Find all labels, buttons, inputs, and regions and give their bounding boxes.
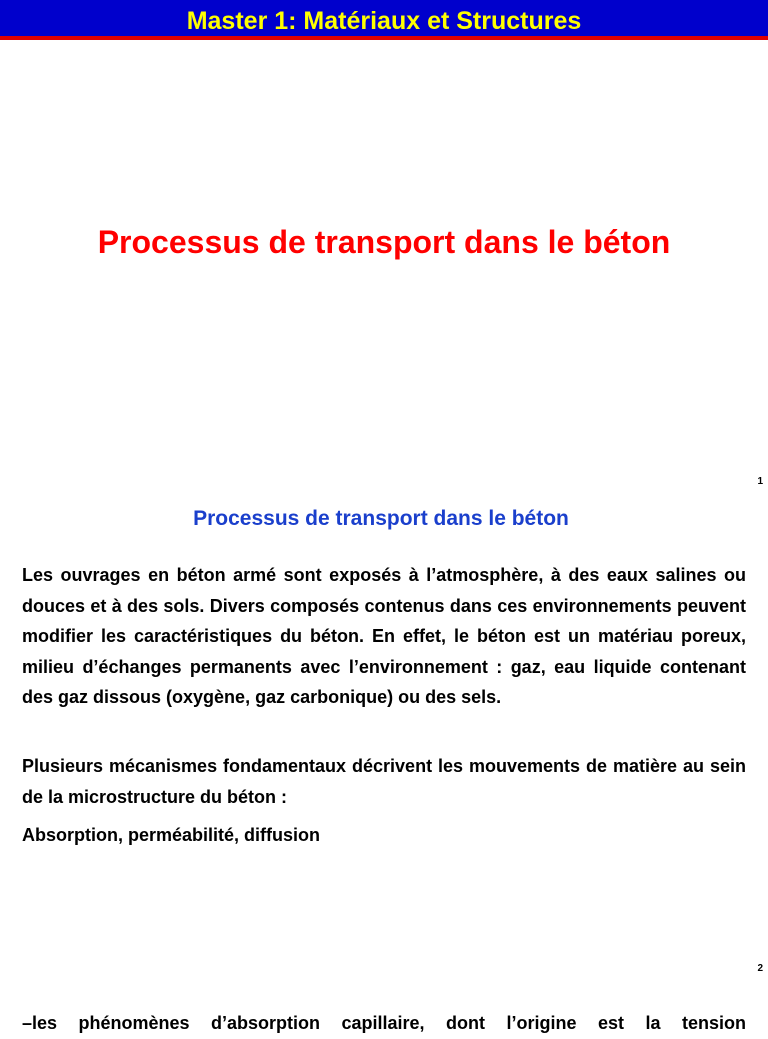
slide1-title: Processus de transport dans le béton [97,224,671,260]
slide3-partial-text: –les phénomènes d’absorption capillaire, dont l’origine est la tension [22,1013,746,1033]
slide2-title: Processus de transport dans le béton [193,507,569,530]
slide2-paragraph-2: Plusieurs mécanismes fondamentaux décrivent les mouvements de matière au sein de la microstructure du béton : [22,756,746,807]
slide2-paragraph-1: Les ouvrages en béton armé sont exposés à l’atmosphère, à des eaux salines ou douces et à des sols. Divers composés contenus dans ces environnements peuvent modifier les caractéristiques du béton. En effet, le béton est un matériau poreux, milieu d’échanges permanents avec l’environnement : gaz, eau liquide contenant des gaz dissous (oxygène, gaz carbonique) ou des sels. [22,565,746,707]
slide2-paragraph-3: Absorption, perméabilité, diffusion [22,825,321,845]
page-number-2: 2 [757,963,763,974]
header-title: Master 1: Matériaux et Structures [186,7,582,35]
page-number-1: 1 [757,476,763,487]
